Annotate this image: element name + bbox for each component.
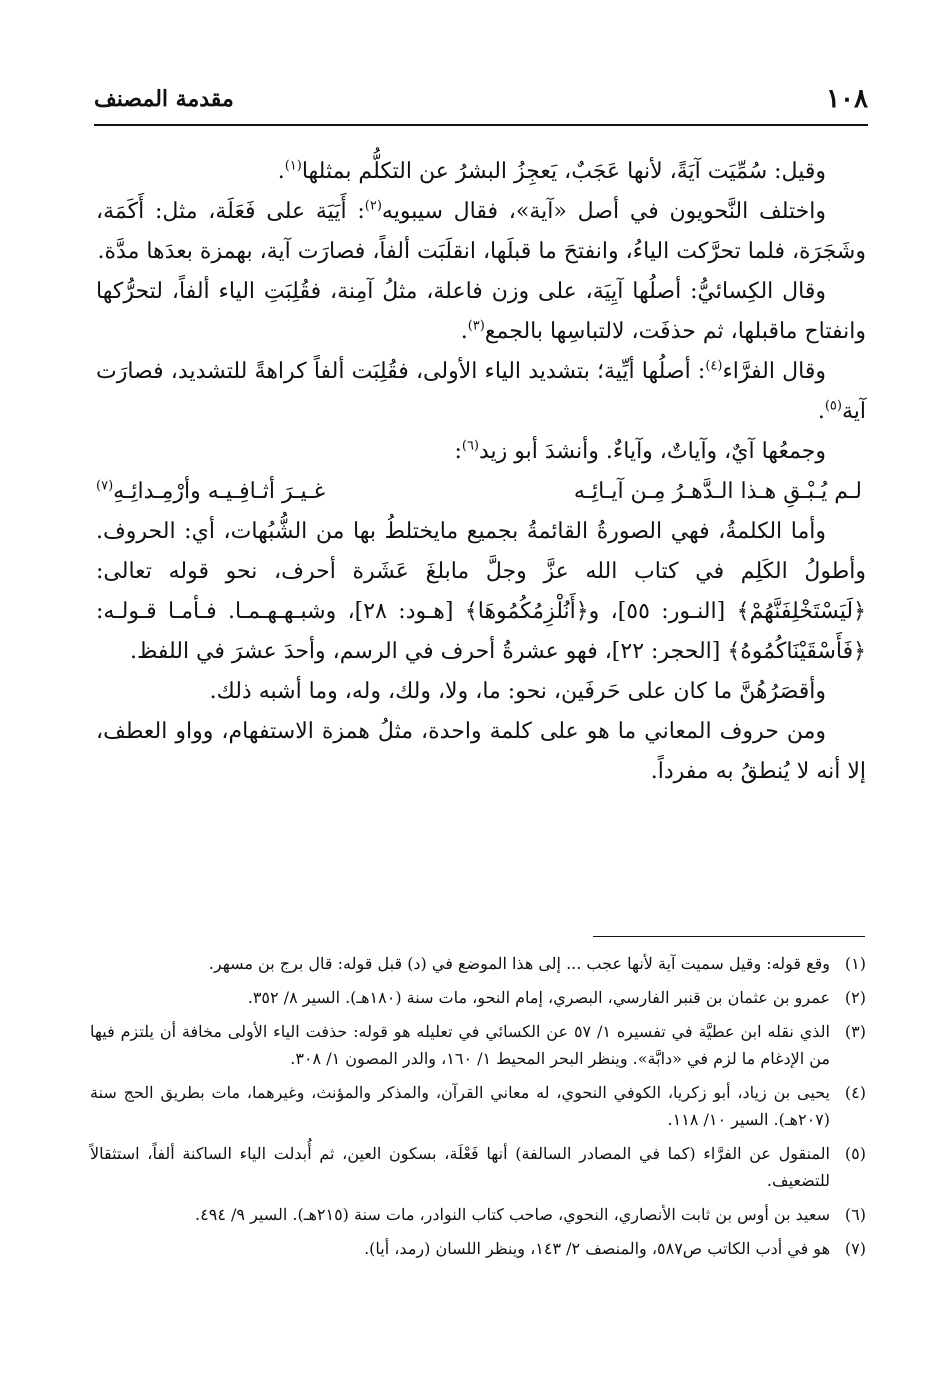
footnote xyxy=(90,1201,866,1228)
footnote-text: يحيى بن زياد، أبو زكريا، الكوفي النحوي، له معاني القرآن، والمذكر والمؤنث، وغيرهما، مات بطريق الحج سنة (٢٠٧هـ). السير ١٠/ ١١٨. xyxy=(90,1083,830,1129)
running-title: مقدمة المصنف xyxy=(94,86,234,112)
footnote-text: وقع قوله: وقيل سميت آية لأنها عجب ... إلى هذا الموضع في (د) قبل قوله: قال برج بن مسهر. xyxy=(208,954,830,973)
paragraph: وأقصَرُهُنَّ ما كان على حَرفَين، نحو: ما، ولا، ولك، وله، وما أشبه ذلك. xyxy=(209,679,826,704)
footnote-separator xyxy=(593,936,865,937)
footnote-number: (٤) xyxy=(844,1083,866,1102)
page-header xyxy=(94,82,868,122)
footnote-ref[interactable]: (٥) xyxy=(824,398,842,414)
footnote xyxy=(90,1235,866,1262)
footnote-ref[interactable]: (٦) xyxy=(461,438,479,454)
footnote-number: (٣) xyxy=(844,1022,866,1041)
footnote-number: (٧) xyxy=(844,1239,866,1258)
paragraph: واختلف النَّحويون في أصل «آية»، فقال سيبويه$^{(٢)}$: أَيَيَة على فَعَلَة، مثل: أَكَمَة، وشَجَرَة، فلما تحرَّكت الياءُ، وانفتحَ ما قبلَها، انقلَبَت ألفاً، فصارَت آية، بهمزة بعدَها مدَّة. xyxy=(96,198,866,264)
poetry-verse xyxy=(96,472,866,512)
footnote xyxy=(90,950,866,977)
footnotes xyxy=(90,950,866,1269)
footnote-ref[interactable]: (٢) xyxy=(364,198,382,214)
verse-first-hemistich: لـم يُـبْـقِ هـذا الـدَّهـرُ مِـن آيـائِـه xyxy=(573,479,862,504)
verse-second-hemistich: غـيـرَ أثـافِـيـه وأرْمِـدائِـهِ$^{(٧)}$ xyxy=(96,478,326,504)
footnote xyxy=(90,984,866,1011)
footnote-number: (٢) xyxy=(844,988,866,1007)
footnote-text: هو في أدب الكاتب ص٥٨٧، والمنصف ٢/ ١٤٣، وينظر اللسان (رمد، أيا). xyxy=(364,1239,830,1258)
paragraph: وقال الفرَّاء$^{(٤)}$: أصلُها أيِّية؛ بتشديد الياء الأولى، فقُلِبَت ألفاً كراهةً للتشديد، فصارَت آية$^{(٥)}$. xyxy=(96,358,866,424)
paragraph: وجمعُها آيٌ، وآياتٌ، وآياءٌ. وأنشدَ أبو زيد$^{(٦)}$: xyxy=(454,438,826,464)
footnote xyxy=(90,1079,866,1133)
footnote-text: الذي نقله ابن عطيَّة في تفسيره ١/ ٥٧ عن الكسائي في تعليله هو قوله: حذفت الياء الأولى مخافة أن يلتزم فيها من الإدغام ما لزم في «دابَّة». وينظر البحر المحيط ١/ ١٦٠، والدر المصون ١/ ٣٠٨. xyxy=(90,1022,830,1068)
footnote-ref[interactable]: (٤) xyxy=(705,358,723,374)
page-number: ١٠٨ xyxy=(826,84,868,114)
footnote-text: المنقول عن الفرَّاء (كما في المصادر السالفة) أنها فَعْلَة، بسكون العين، ثم أُبدلت الياء الساكنة ألفاً، استثقالاً للتضعيف. xyxy=(90,1144,830,1190)
paragraph: وقيل: سُمِّيَت آيَةً، لأنها عَجَبٌ، يَعجِزُ البشرُ عن التكلُّم بمثلها$^{(١)}$. xyxy=(277,158,826,184)
paragraph: وأما الكلمةُ، فهي الصورةُ القائمةُ بجميع مايختلطُ بها من الشُّبُهات، أي: الحروف. وأطولُ الكَلِم في كتاب الله عزَّ وجلَّ مابلغَ عَشَرة أحرف، نحو قوله تعالى: ﴿لَيَسْتَخْلِفَنَّهُمْ﴾ [النـور: ٥٥]، و﴿أَنُلْزِمُكُمُوهَا﴾ [هـود: ٢٨]، وشبـهـهـمـا. فـأمـا قـولـه: ﴿فَأَسْقَيْنَاكُمُوهُ﴾ [الحجر: ٢٢]، فهو عشرةُ أحرف في الرسم، وأحدَ عشرَ في اللفظ. xyxy=(96,519,866,664)
footnote xyxy=(90,1018,866,1072)
paragraph: ومن حروف المعاني ما هو على كلمة واحدة، مثلُ همزة الاستفهام، وواو العطف، إلا أنه لا يُنطقُ به مفرداً. xyxy=(96,719,866,784)
header-rule xyxy=(94,124,868,126)
footnote-ref[interactable]: (١) xyxy=(284,158,302,174)
footnote-number: (٥) xyxy=(844,1144,866,1163)
main-text xyxy=(96,152,866,792)
footnote-ref[interactable]: (٧) xyxy=(96,478,114,494)
paragraph: وقال الكِسائيُّ: أصلُها آيِيَة، على وزن فاعلة، مثلُ آمِنة، فقُلِبَتِ الياء ألفاً، لتحرُّكها وانفتاح ماقبلها، ثم حذفَت، لالتباسِها بالجمع$^{(٣)}$. xyxy=(96,279,866,344)
footnote-number: (١) xyxy=(844,954,866,973)
footnote xyxy=(90,1140,866,1194)
footnote-text: عمرو بن عثمان بن قنبر الفارسي، البصري، إمام النحو، مات سنة (١٨٠هـ). السير ٨/ ٣٥٢. xyxy=(247,988,830,1007)
footnote-text: سعيد بن أوس بن ثابت الأنصاري، النحوي، صاحب كتاب النوادر، مات سنة (٢١٥هـ). السير ٩/ ٤٩٤. xyxy=(195,1205,830,1224)
footnote-number: (٦) xyxy=(844,1205,866,1224)
footnote-ref[interactable]: (٣) xyxy=(467,318,485,334)
